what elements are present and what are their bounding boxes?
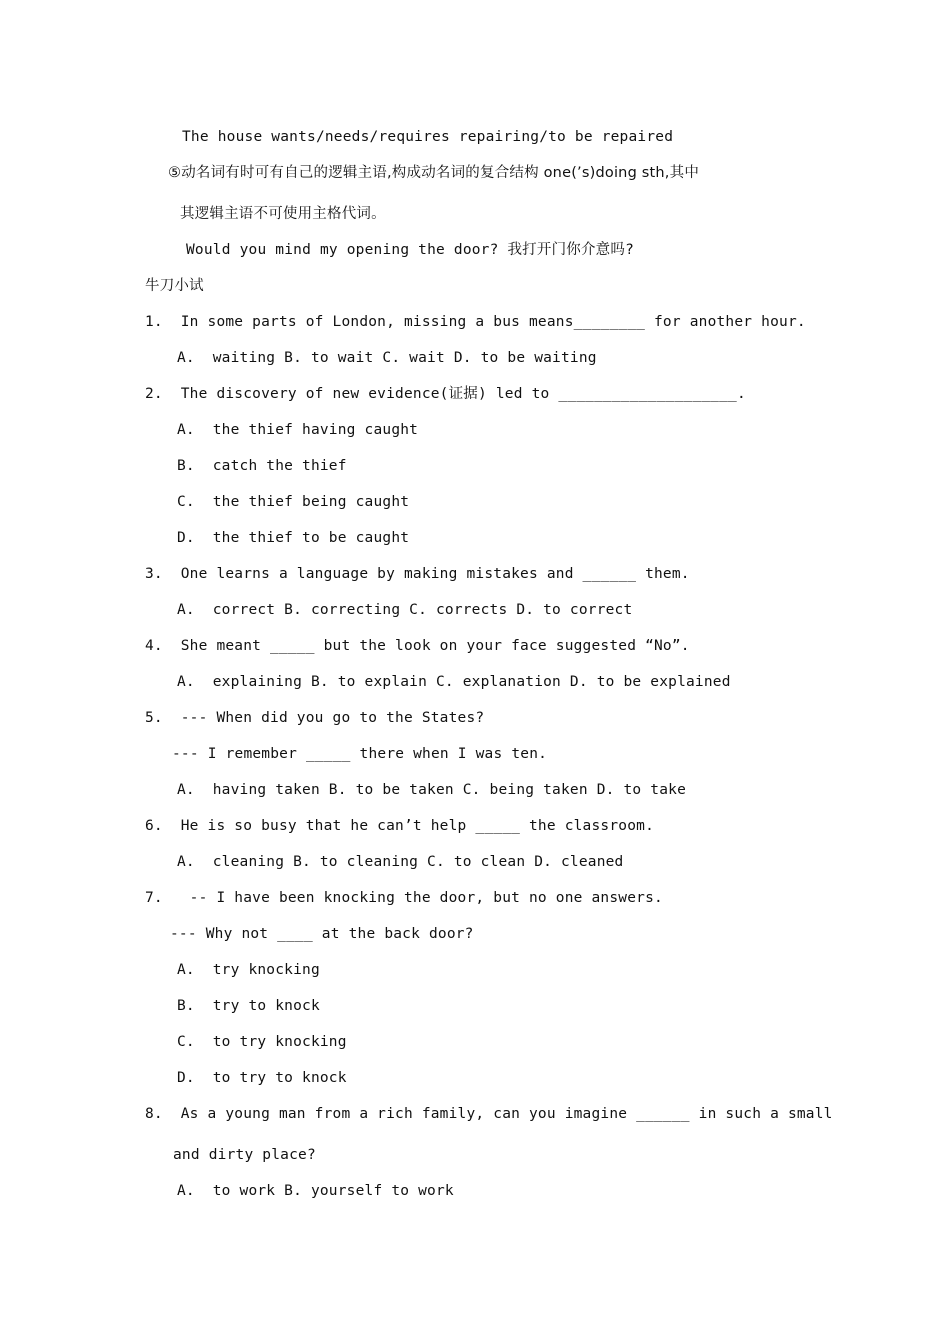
question-3-options: A. correct B. correcting C. corrects D. to correct: [177, 602, 633, 618]
question-8-options: A. to work B. yourself to work: [177, 1183, 454, 1199]
question-4-options: A. explaining B. to explain C. explanation D. to be explained: [177, 674, 731, 690]
quiz-title: 牛刀小试: [145, 278, 204, 294]
question-8-stem: 8. As a young man from a rich family, can you imagine ______ in such a small: [145, 1106, 833, 1122]
question-7-option-a: A. try knocking: [177, 962, 320, 978]
question-2-option-a: A. the thief having caught: [177, 422, 419, 438]
question-2-stem: 2. The discovery of new evidence(证据) led to ____________________.: [145, 386, 746, 402]
question-7-stem-reply: --- Why not ____ at the back door?: [170, 926, 474, 942]
question-7-option-c: C. to try knocking: [177, 1034, 347, 1050]
question-2-option-d: D. the thief to be caught: [177, 530, 410, 546]
question-5-options: A. having taken B. to be taken C. being taken D. to take: [177, 782, 686, 798]
question-5-stem: 5. --- When did you go to the States?: [145, 710, 485, 726]
question-4-stem: 4. She meant _____ but the look on your face suggested “No”.: [145, 638, 690, 654]
question-8-stem-continued: and dirty place?: [173, 1147, 316, 1163]
question-1-options: A. waiting B. to wait C. wait D. to be waiting: [177, 350, 597, 366]
question-2-option-b: B. catch the thief: [177, 458, 347, 474]
example-door-sentence: Would you mind my opening the door? 我打开门你介意吗?: [186, 242, 634, 258]
question-6-stem: 6. He is so busy that he can’t help _____ the classroom.: [145, 818, 654, 834]
question-1-stem: 1. In some parts of London, missing a bus means________ for another hour.: [145, 314, 806, 330]
rule-5-line-1: ⑤动名词有时可有自己的逻辑主语,构成动名词的复合结构 one(’s)doing sth,其中: [168, 165, 700, 181]
question-7-stem: 7. -- I have been knocking the door, but no one answers.: [145, 890, 663, 906]
question-5-stem-reply: --- I remember _____ there when I was ten.: [172, 746, 548, 762]
question-7-option-d: D. to try to knock: [177, 1070, 347, 1086]
question-6-options: A. cleaning B. to cleaning C. to clean D. cleaned: [177, 854, 624, 870]
example-house-sentence: The house wants/needs/requires repairing/to be repaired: [182, 129, 674, 145]
rule-5-line-2: 其逻辑主语不可使用主格代词。: [180, 206, 386, 222]
question-7-option-b: B. try to knock: [177, 998, 320, 1014]
question-3-stem: 3. One learns a language by making mistakes and ______ them.: [145, 566, 690, 582]
question-2-option-c: C. the thief being caught: [177, 494, 410, 510]
